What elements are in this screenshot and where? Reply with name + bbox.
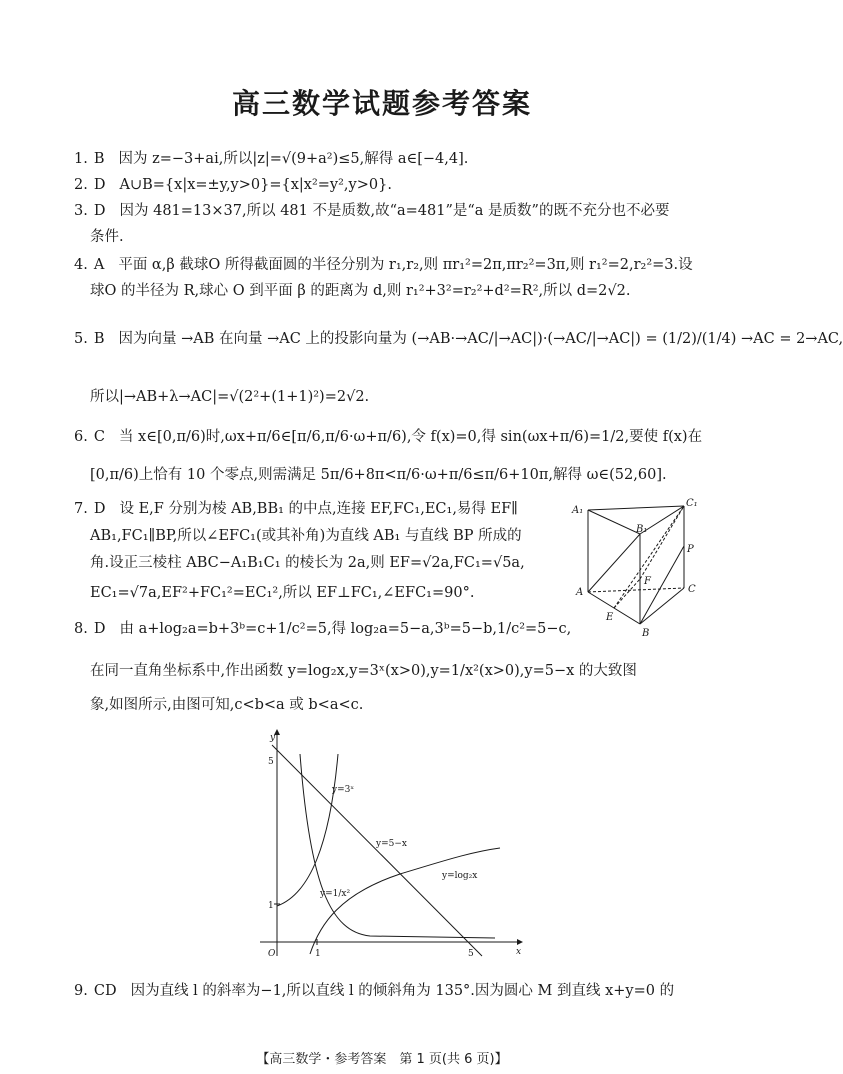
label-f: F xyxy=(644,576,651,587)
answer-explanation: 因为直线 l 的斜率为−1,所以直线 l 的倾斜角为 135°.因为圆心 M 到直线 x+y=0 的 xyxy=(130,983,675,999)
answer-q8 xyxy=(74,620,571,638)
answer-q7-line2: AB₁,FC₁∥BP,所以∠EFC₁(或其补角)为直线 AB₁ 与直线 BP 所成的 xyxy=(90,528,522,544)
answer-q1 xyxy=(74,150,468,168)
page-footer: 【高三数学・参考答案 第 1 页(共 6 页)】 xyxy=(256,1052,508,1067)
answer-q2 xyxy=(74,176,392,194)
y-axis-label: y xyxy=(270,733,276,743)
question-number: 1. xyxy=(74,151,88,167)
edge-bc xyxy=(640,588,684,624)
question-number: 9. xyxy=(74,983,88,999)
answer-choice: B xyxy=(93,331,105,347)
answer-choice: D xyxy=(93,621,106,637)
curve-3-pow-x xyxy=(277,754,338,906)
segment-fc1 xyxy=(640,506,684,579)
segment-ec1 xyxy=(614,506,684,608)
tick-label-y1: 1 xyxy=(268,901,274,911)
answer-q4-continued: 球O 的半径为 R,球心 O 到平面 β 的距离为 d,则 r₁²+3²=r₂²+d²=R²,所以 d=2√2. xyxy=(90,283,631,299)
answer-explanation: A∪B={x|x=±y,y>0}={x|x²=y²,y>0}. xyxy=(119,177,392,193)
answer-explanation: 平面 α,β 截球O 所得截面圆的半径分别为 r₁,r₂,则 πr₁²=2π,πr₂²=3π,则 r₁²=2,r₂²=3.设 xyxy=(118,257,693,273)
tick-label-y5: 5 xyxy=(268,757,274,767)
answer-explanation: 因为 z=−3+ai,所以|z|=√(9+a²)≤5,解得 a∈[−4,4]. xyxy=(118,151,469,167)
answer-choice: C xyxy=(93,429,105,445)
label-c: C xyxy=(688,584,696,595)
answer-choice: D xyxy=(93,203,106,219)
answer-choice: A xyxy=(93,257,105,273)
answer-q5 xyxy=(74,330,843,348)
answer-explanation: 由 a+log₂a=b+3ᵇ=c+1/c²=5,得 log₂a=5−a,3ᵇ=5−b,1/c²=5−c, xyxy=(119,621,572,637)
label-inverse-square: y=1/x² xyxy=(320,889,351,899)
x-axis-label: x xyxy=(516,947,522,957)
answer-q3 xyxy=(74,202,669,220)
tick-label-x1: 1 xyxy=(315,949,321,959)
answer-explanation: 因为 481=13×37,所以 481 不是质数,故“a=481”是“a 是质数”的既不充分也不必要 xyxy=(119,203,670,219)
question-number: 4. xyxy=(74,257,88,273)
label-c1: C₁ xyxy=(686,498,698,509)
answer-choice: D xyxy=(93,501,106,517)
answer-q8-line3: 象,如图所示,由图可知,c<b<a 或 b<a<c. xyxy=(90,697,364,713)
answer-q7-line4: EC₁=√7a,EF²+FC₁²=EC₁²,所以 EF⊥FC₁,∠EFC₁=90°. xyxy=(90,585,475,601)
function-graph-figure xyxy=(250,724,535,964)
question-number: 6. xyxy=(74,429,88,445)
label-3-pow-x: y=3ˣ xyxy=(332,785,355,795)
answer-q6-continued: [0,π/6)上恰有 10 个零点,则需满足 5π/6+8π<π/6·ω+π/6≤π/6+10π,解得 ω∈(52,60]. xyxy=(90,467,667,483)
tick-label-x5: 5 xyxy=(468,949,474,959)
answer-explanation: 当 x∈[0,π/6)时,ωx+π/6∈[π/6,π/6·ω+π/6),令 f(x)=0,得 sin(ωx+π/6)=1/2,要使 f(x)在 xyxy=(118,429,703,445)
label-5-minus-x: y=5−x xyxy=(376,839,407,849)
question-number: 8. xyxy=(74,621,88,637)
answer-explanation: 设 E,F 分别为棱 AB,BB₁ 的中点,连接 EF,FC₁,EC₁,易得 EF∥ xyxy=(119,501,518,517)
question-number: 5. xyxy=(74,331,88,347)
edge-ac-hidden xyxy=(588,588,684,592)
question-number: 7. xyxy=(74,501,88,517)
segment-ab1 xyxy=(588,534,640,592)
answer-q4 xyxy=(74,256,693,274)
label-log2-x: y=log₂x xyxy=(442,871,478,881)
label-a: A xyxy=(576,587,584,598)
label-b1: B₁ xyxy=(636,524,648,535)
answer-choice: B xyxy=(93,151,105,167)
answer-q3-continued: 条件. xyxy=(90,229,124,245)
answer-choice: D xyxy=(93,177,106,193)
segment-ef xyxy=(614,579,640,608)
answer-q7 xyxy=(74,500,518,518)
page-title: 高三数学试题参考答案 xyxy=(231,87,532,120)
answer-q6 xyxy=(74,428,702,446)
curve-5-minus-x xyxy=(272,745,482,956)
answer-q5-continued: 所以|→AB+λ→AC|=√(2²+(1+1)²)=2√2. xyxy=(90,389,370,405)
label-a1: A₁ xyxy=(572,505,584,516)
label-p: P xyxy=(687,544,694,555)
origin-label: O xyxy=(268,949,276,959)
label-e: E xyxy=(606,612,614,623)
answer-choice: CD xyxy=(93,983,117,999)
edge-a1b1 xyxy=(588,510,640,534)
answer-q7-line3: 角.设正三棱柱 ABC−A₁B₁C₁ 的棱长为 2a,则 EF=√2a,FC₁=√5a, xyxy=(90,555,525,571)
question-number: 2. xyxy=(74,177,88,193)
question-number: 3. xyxy=(74,203,88,219)
triangular-prism-figure xyxy=(566,496,706,642)
label-b: B xyxy=(642,628,650,639)
answer-explanation: 因为向量 →AB 在向量 →AC 上的投影向量为 (→AB·→AC/|→AC|)·(→AC/|→AC|) = (1/2)/(1/4) →AC = 2→AC, xyxy=(118,331,843,347)
answer-q8-line2: 在同一直角坐标系中,作出函数 y=log₂x,y=3ˣ(x>0),y=1/x²(x>0),y=5−x 的大致图 xyxy=(90,663,637,679)
answer-q9 xyxy=(74,982,674,1000)
edge-a1c1 xyxy=(588,506,684,510)
